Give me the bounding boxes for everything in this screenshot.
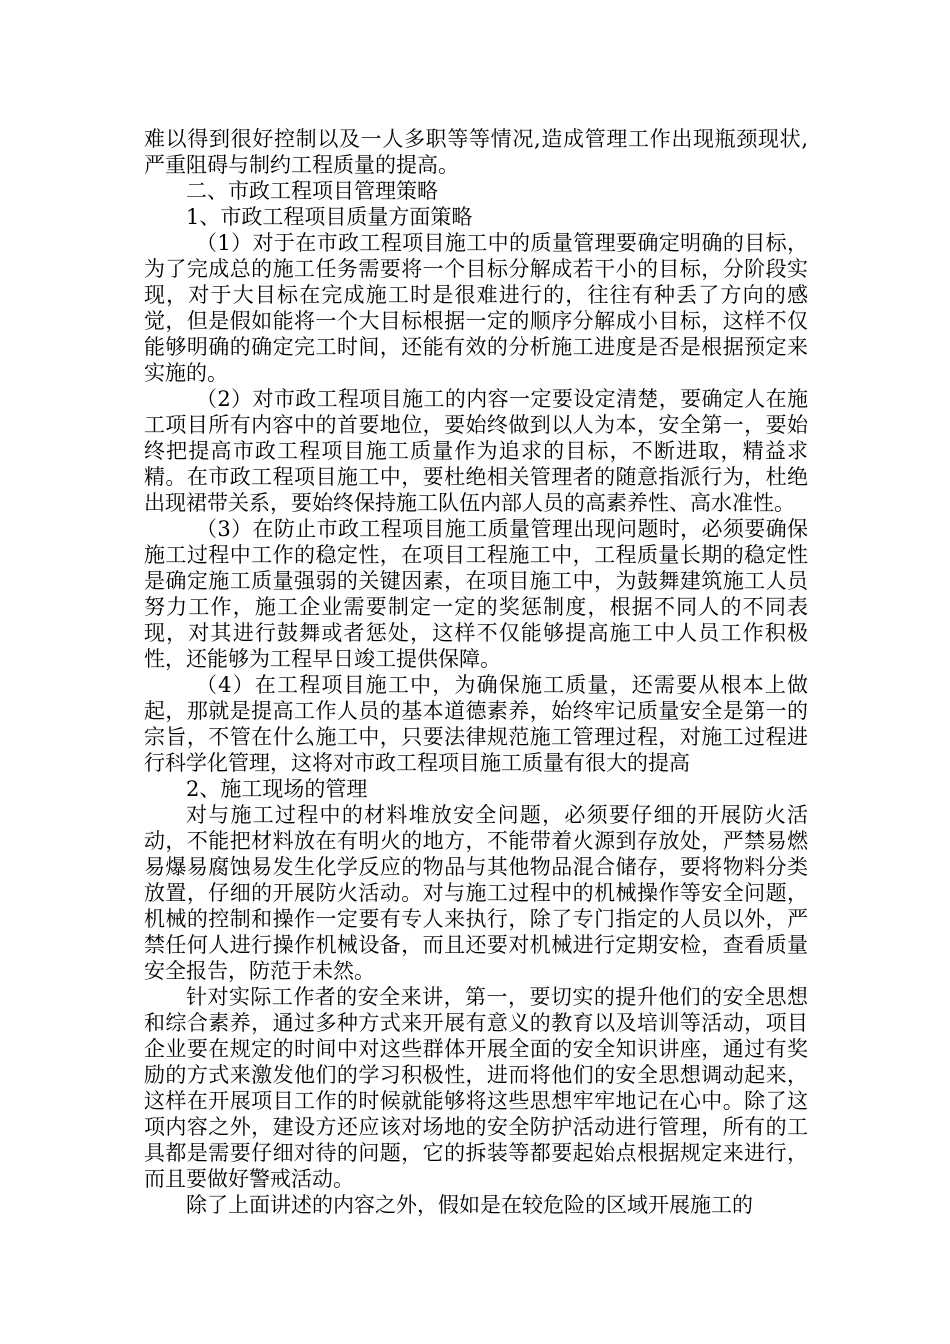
subsection-heading-quality-strategy: 1、市政工程项目质量方面策略 xyxy=(186,205,473,229)
subsection-heading-site-management: 2、施工现场的管理 xyxy=(186,777,368,801)
paragraph-quality-point-3: （3）在防止市政工程项目施工质量管理出现问题时，必须要确保施工过程中工作的稳定性，在项目工程施工中，工程质量长期的稳定性是确定施工质量强弱的关键因素，在项目施工中，为鼓舞建筑施工人员努力工作，施工企业需要制定一定的奖惩制度，根据不同人的不同表现，对其进行鼓舞或者惩处，这样不仅能够提高施工中人员工作积极性，还能够为工程早日竣工提供保障。 xyxy=(144,517,808,671)
document-body xyxy=(144,126,808,1218)
paragraph-intro-continuation: 难以得到很好控制以及一人多职等等情况,造成管理工作出现瓶颈现状,严重阻碍与制约工程质量的提高。 xyxy=(144,127,808,177)
paragraph-quality-point-1: （1）对于在市政工程项目施工中的质量管理要确定明确的目标，为了完成总的施工任务需要将一个目标分解成若干小的目标，分阶段实现，对于大目标在完成施工时是很难进行的，往往有种丢了方向的感觉，但是假如能将一个大目标根据一定的顺序分解成小目标，这样不仅能够明确的确定完工时间，还能有效的分析施工进度是否是根据预定来实施的。 xyxy=(144,231,808,385)
paragraph-material-machinery-safety: 对与施工过程中的材料堆放安全问题，必须要仔细的开展防火活动，不能把材料放在有明火的地方，不能带着火源到存放处，严禁易燃易爆易腐蚀易发生化学反应的物品与其他物品混合储存，要将物料分类放置，仔细的开展防火活动。对与施工过程中的机械操作等安全问题，机械的控制和操作一定要有专人来执行，除了专门指定的人员以外，严禁任何人进行操作机械设备，而且还要对机械进行定期安检，查看质量安全报告，防范于未然。 xyxy=(144,803,808,983)
section-heading-management-strategy: 二、市政工程项目管理策略 xyxy=(186,179,438,203)
paragraph-quality-point-4: （4）在工程项目施工中，为确保施工质量，还需要从根本上做起，那就是提高工作人员的基本道德素养，始终牢记质量安全是第一的宗旨，不管在什么施工中，只要法律规范施工管理过程，对施工过程进行科学化管理，这将对市政工程项目施工质量有很大的提高 xyxy=(144,673,808,775)
paragraph-quality-point-2: （2）对市政工程项目施工的内容一定要设定清楚，要确定人在施工项目所有内容中的首要地位，要始终做到以人为本，安全第一，要始终把提高市政工程项目施工质量作为追求的目标，不断进取，精益求精。在市政工程项目施工中，要杜绝相关管理者的随意指派行为，杜绝出现裙带关系，要始终保持施工队伍内部人员的高素养性、高水准性。 xyxy=(144,387,808,515)
paragraph-dangerous-area: 除了上面讲述的内容之外，假如是在较危险的区域开展施工的 xyxy=(186,1193,753,1217)
paragraph-worker-safety: 针对实际工作者的安全来讲，第一，要切实的提升他们的安全思想和综合素养，通过多种方式来开展有意义的教育以及培训等活动，项目企业要在规定的时间中对这些群体开展全面的安全知识讲座，通过有奖励的方式来激发他们的学习积极性，进而将他们的安全思想调动起来，这样在开展项目工作的时候就能够将这些思想牢牢地记在心中。除了这项内容之外，建设方还应该对场地的安全防护活动进行管理，所有的工具都是需要仔细对待的问题，它的拆装等都要起始点根据规定来进行，而且要做好警戒活动。 xyxy=(144,985,808,1191)
